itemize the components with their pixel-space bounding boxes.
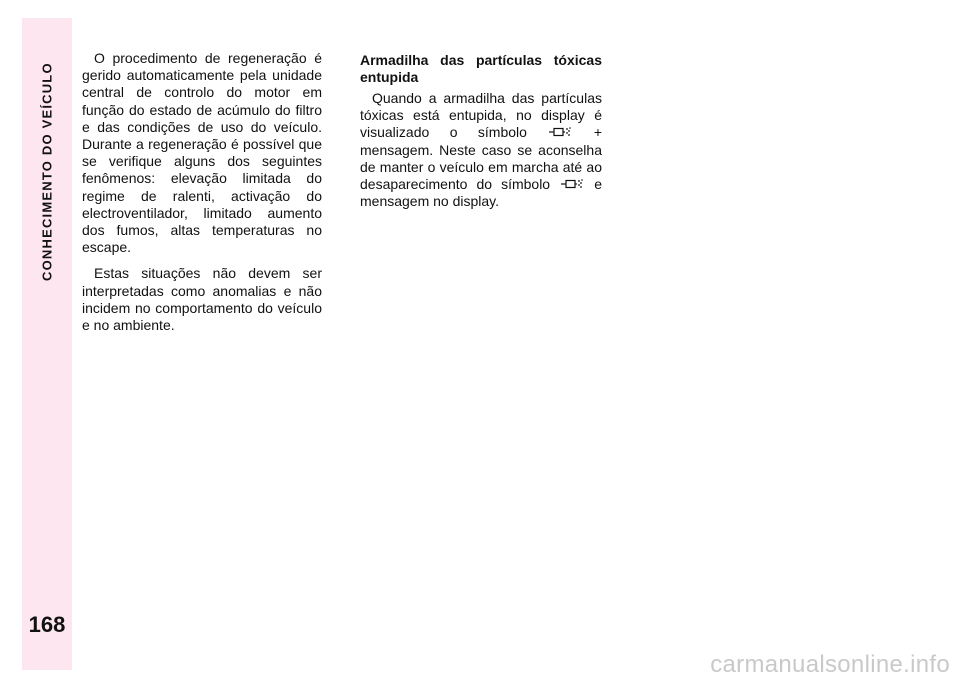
- paragraph-regeneration: O procedimento de regeneração é gerido automaticamente pela unidade central de controlo do motor em função do estado de acúmulo do filtro e das condições de uso do veículo. Durante a regeneração é possível que se verifique alguns dos seguintes fenômenos: elevação limitada do regime de ralenti, activação do electroventilador, limitado aumento dos fumos, altas temperaturas no escape.: [82, 50, 322, 256]
- text-part-1: Quando a armadilha das partículas tóxicas está entupida, no display é visualizado o símbolo: [360, 90, 602, 141]
- dpf-filter-icon: [561, 178, 583, 190]
- section-heading: Armadilha das partículas tóxicas entupida: [360, 52, 602, 85]
- right-column: [360, 50, 602, 219]
- text-part-2: + mensagem. Neste caso se aconselha de manter o veículo em marcha até ao desaparecimento do símbolo: [360, 124, 602, 193]
- page-number: 168: [28, 612, 66, 637]
- text-part-3: e mensagem no display.: [360, 176, 603, 210]
- section-title: CONHECIMENTO DO VEÍCULO: [39, 62, 55, 282]
- watermark: carmanualsonline.info: [710, 651, 950, 678]
- dpf-filter-icon: [549, 126, 571, 138]
- paragraph-situations: Estas situações não devem ser interpretadas como anomalias e não incidem no comportamento do veículo e no ambiente.: [82, 265, 322, 334]
- left-column: [82, 50, 322, 343]
- paragraph-clogged-filter: [360, 90, 602, 210]
